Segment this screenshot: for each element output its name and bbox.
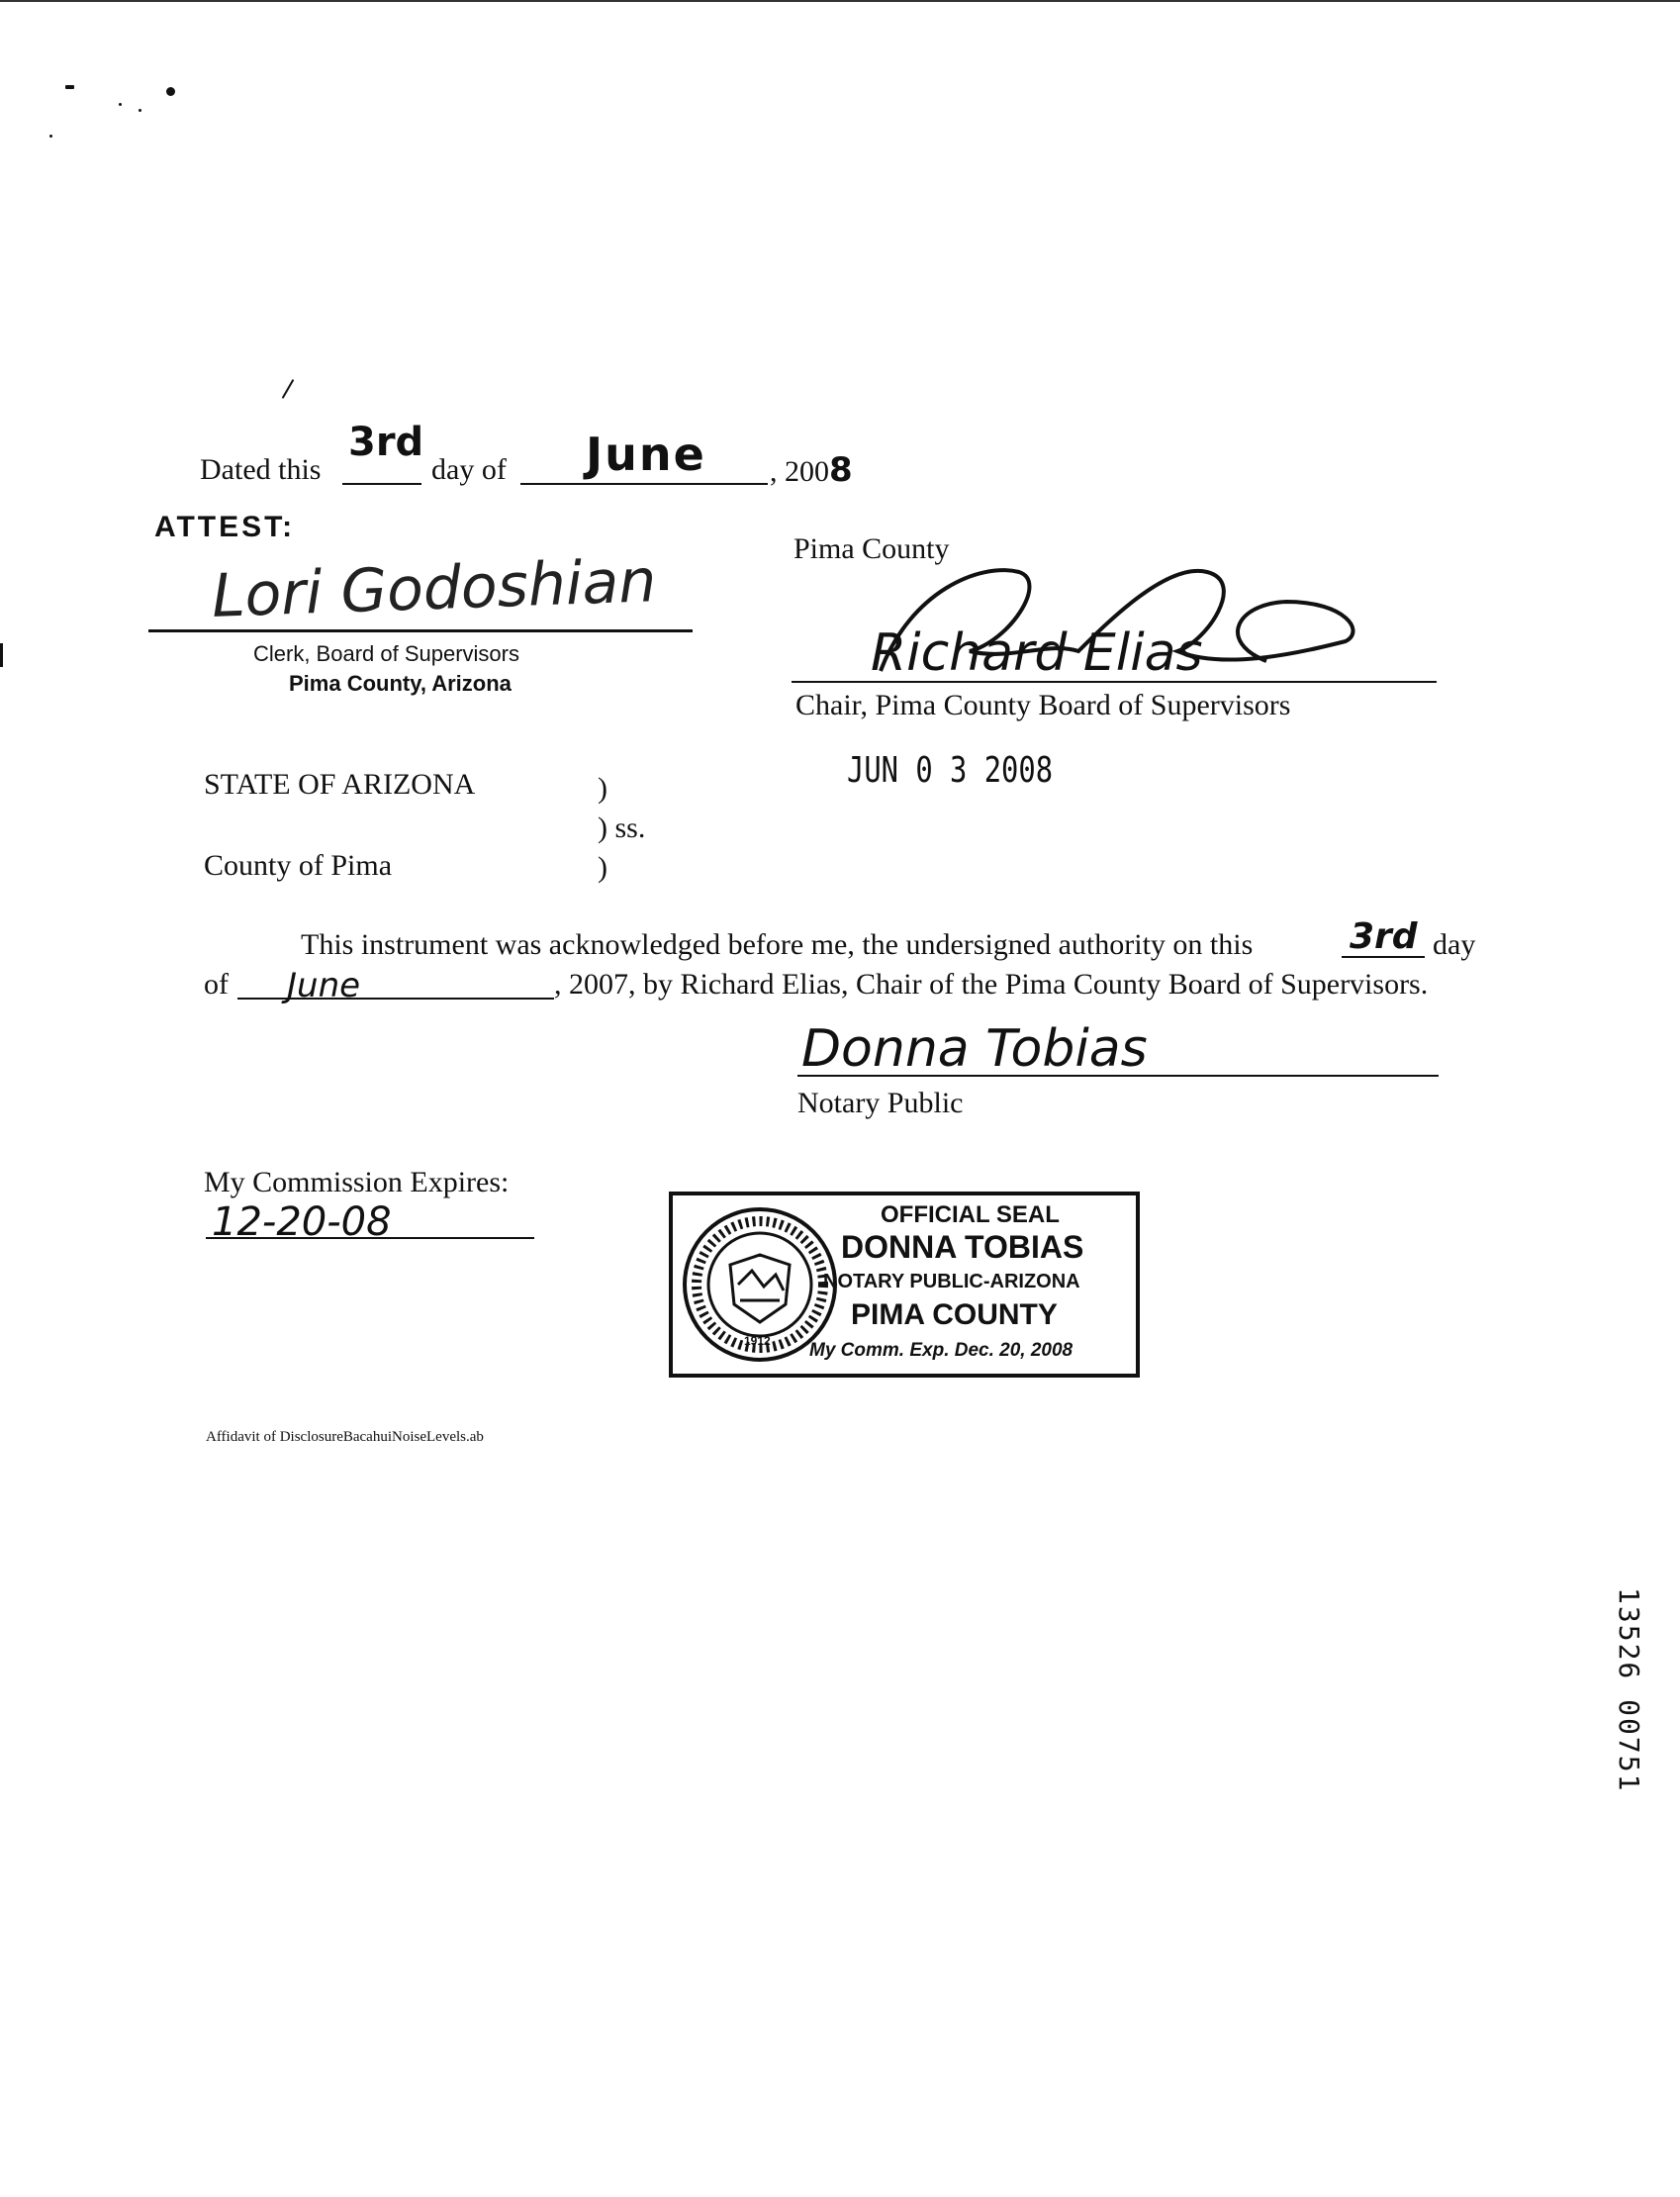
attest-title-line2: Pima County, Arizona	[289, 671, 512, 696]
notary-signature-line	[797, 1075, 1439, 1077]
venue-paren-3: )	[598, 851, 607, 884]
chair-signature: Richard Elias	[871, 623, 1203, 683]
ack-line1-end: day	[1433, 928, 1476, 961]
ack-line2-start: of	[204, 968, 229, 1001]
chair-title: Chair, Pima County Board of Supervisors	[795, 689, 1291, 721]
ack-day-handwritten: 3rd	[1350, 916, 1418, 957]
scan-speck	[49, 135, 52, 138]
recording-number: 13526 00751	[1613, 1587, 1645, 1793]
dated-month-handwritten: June	[586, 428, 706, 481]
scan-speck	[282, 379, 295, 399]
official-seal-stamp	[669, 1192, 1140, 1378]
scan-speck	[65, 85, 74, 89]
dated-year	[770, 450, 853, 490]
dated-mid-text: day of	[431, 453, 507, 486]
dated-month-line	[520, 483, 768, 485]
seal-line1: OFFICIAL SEAL	[881, 1201, 1060, 1228]
venue-state: STATE OF ARIZONA	[204, 768, 476, 801]
venue-paren-1: )	[598, 772, 607, 805]
dated-year-printed: , 200	[770, 455, 829, 488]
notary-title: Notary Public	[797, 1087, 964, 1119]
seal-line4: PIMA COUNTY	[851, 1298, 1058, 1331]
scan-speck	[139, 109, 141, 112]
chair-signature-line	[792, 681, 1437, 683]
scan-speck	[119, 103, 122, 106]
dated-prefix: Dated this	[200, 453, 322, 486]
dated-day-line	[342, 483, 421, 485]
ack-month-handwritten: June	[287, 966, 361, 1005]
chair-org: Pima County	[793, 532, 950, 565]
chair-date-stamp: JUN 0 3 2008	[847, 750, 1054, 791]
dated-day-handwritten: 3rd	[348, 420, 424, 465]
dated-year-handwritten: 8	[829, 450, 853, 490]
seal-line2: DONNA TOBIAS	[841, 1229, 1084, 1265]
attest-title-line1: Clerk, Board of Supervisors	[253, 641, 519, 666]
attest-signature: Lori Godoshian	[210, 546, 658, 631]
venue-county: County of Pima	[204, 849, 393, 882]
ack-line2-text: , 2007, by Richard Elias, Chair of the Pima County Board of Supervisors.	[554, 968, 1429, 1001]
attest-heading: ATTEST:	[154, 511, 296, 543]
venue-ss: ) ss.	[598, 812, 646, 844]
seal-line5: My Comm. Exp. Dec. 20, 2008	[809, 1340, 1073, 1361]
notary-signature: Donna Tobias	[801, 1019, 1148, 1079]
ack-line1-text: This instrument was acknowledged before me, the undersigned authority on this	[301, 928, 1254, 961]
commission-label: My Commission Expires:	[204, 1166, 510, 1198]
ack-month-line	[237, 998, 554, 1000]
seal-emblem-year: 1912	[744, 1334, 771, 1348]
commission-date-handwritten: 12-20-08	[212, 1199, 392, 1245]
seal-line3: NOTARY PUBLIC-ARIZONA	[823, 1271, 1080, 1292]
scan-speck	[166, 87, 175, 96]
attest-signature-line	[148, 629, 693, 632]
top-edge-line	[0, 0, 1680, 2]
scan-edge-mark	[0, 643, 3, 667]
footer-filename: Affidavit of DisclosureBacahuiNoiseLevels.ab	[206, 1429, 484, 1445]
